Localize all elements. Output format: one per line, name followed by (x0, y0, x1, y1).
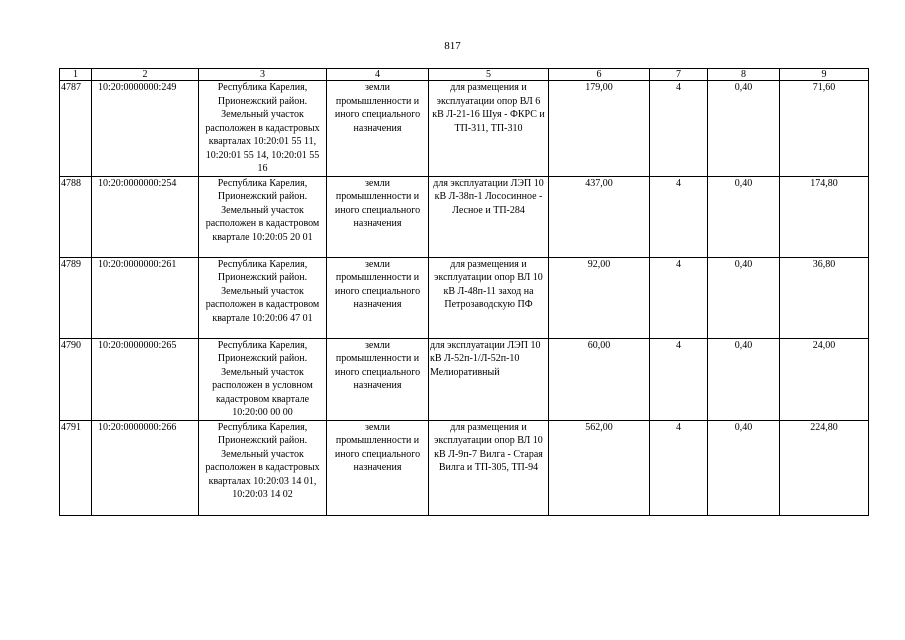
column-header: 3 (199, 69, 327, 81)
rate-value: 0,40 (708, 176, 780, 257)
rate-value: 0,40 (708, 338, 780, 420)
amount-value: 174,80 (780, 176, 869, 257)
column-number-row (60, 69, 869, 81)
land-category: земли промышленности и иного специального назначения (327, 420, 429, 515)
permitted-use: для размещения и эксплуатации опор ВЛ 10 кВ Л-9п-7 Вилга - Старая Вилга и ТП-305, ТП-94 (429, 420, 549, 515)
table-row (60, 338, 869, 420)
column-header: 9 (780, 69, 869, 81)
location-description: Республика Карелия, Прионежский район. Земельный участок расположен в условном кадастровом квартале 10:20:00 00 00 (199, 338, 327, 420)
rate-value: 0,40 (708, 257, 780, 338)
location-description: Республика Карелия, Прионежский район. Земельный участок расположен в кадастровых кварталах 10:20:01 55 11, 10:20:01 55 14, 10:20:01 55 16 (199, 81, 327, 177)
area-value: 562,00 (549, 420, 650, 515)
column-header: 5 (429, 69, 549, 81)
area-value: 437,00 (549, 176, 650, 257)
page-number: 817 (444, 40, 461, 52)
cadastral-number: 10:20:0000000:265 (92, 338, 199, 420)
column-header: 4 (327, 69, 429, 81)
row-index: 4790 (60, 338, 92, 420)
table-row (60, 420, 869, 515)
row-index: 4788 (60, 176, 92, 257)
row-index: 4789 (60, 257, 92, 338)
permitted-use: для эксплуатации ЛЭП 10 кВ Л-38п-1 Лососинное - Лесное и ТП-284 (429, 176, 549, 257)
group-value: 4 (650, 176, 708, 257)
location-description: Республика Карелия, Прионежский район. Земельный участок расположен в кадастровых кварталах 10:20:03 14 01, 10:20:03 14 02 (199, 420, 327, 515)
group-value: 4 (650, 257, 708, 338)
table-row (60, 81, 869, 177)
cadastral-number: 10:20:0000000:254 (92, 176, 199, 257)
land-category: земли промышленности и иного специального назначения (327, 338, 429, 420)
land-category: земли промышленности и иного специального назначения (327, 81, 429, 177)
table-row (60, 176, 869, 257)
area-value: 92,00 (549, 257, 650, 338)
rate-value: 0,40 (708, 420, 780, 515)
permitted-use: для размещения и эксплуатации опор ВЛ 10 кВ Л-48п-11 заход на Петрозаводскую ПФ (429, 257, 549, 338)
permitted-use: для эксплуатации ЛЭП 10 кВ Л-52п-1/Л-52п-10 Мелиоративный (429, 338, 549, 420)
column-header: 2 (92, 69, 199, 81)
area-value: 179,00 (549, 81, 650, 177)
cadastral-number: 10:20:0000000:261 (92, 257, 199, 338)
permitted-use: для размещения и эксплуатации опор ВЛ 6 кВ Л-21-16 Шуя - ФКРС и ТП-311, ТП-310 (429, 81, 549, 177)
rate-value: 0,40 (708, 81, 780, 177)
row-index: 4787 (60, 81, 92, 177)
column-header: 1 (60, 69, 92, 81)
land-category: земли промышленности и иного специального назначения (327, 176, 429, 257)
location-description: Республика Карелия, Прионежский район. Земельный участок расположен в кадастровом квартале 10:20:06 47 01 (199, 257, 327, 338)
amount-value: 36,80 (780, 257, 869, 338)
amount-value: 24,00 (780, 338, 869, 420)
group-value: 4 (650, 420, 708, 515)
column-header: 8 (708, 69, 780, 81)
column-header: 7 (650, 69, 708, 81)
amount-value: 224,80 (780, 420, 869, 515)
row-index: 4791 (60, 420, 92, 515)
land-plots-table (59, 68, 869, 516)
amount-value: 71,60 (780, 81, 869, 177)
group-value: 4 (650, 338, 708, 420)
group-value: 4 (650, 81, 708, 177)
land-category: земли промышленности и иного специального назначения (327, 257, 429, 338)
area-value: 60,00 (549, 338, 650, 420)
table-row (60, 257, 869, 338)
cadastral-number: 10:20:0000000:266 (92, 420, 199, 515)
location-description: Республика Карелия, Прионежский район. Земельный участок расположен в кадастровом квартале 10:20:05 20 01 (199, 176, 327, 257)
column-header: 6 (549, 69, 650, 81)
cadastral-number: 10:20:0000000:249 (92, 81, 199, 177)
